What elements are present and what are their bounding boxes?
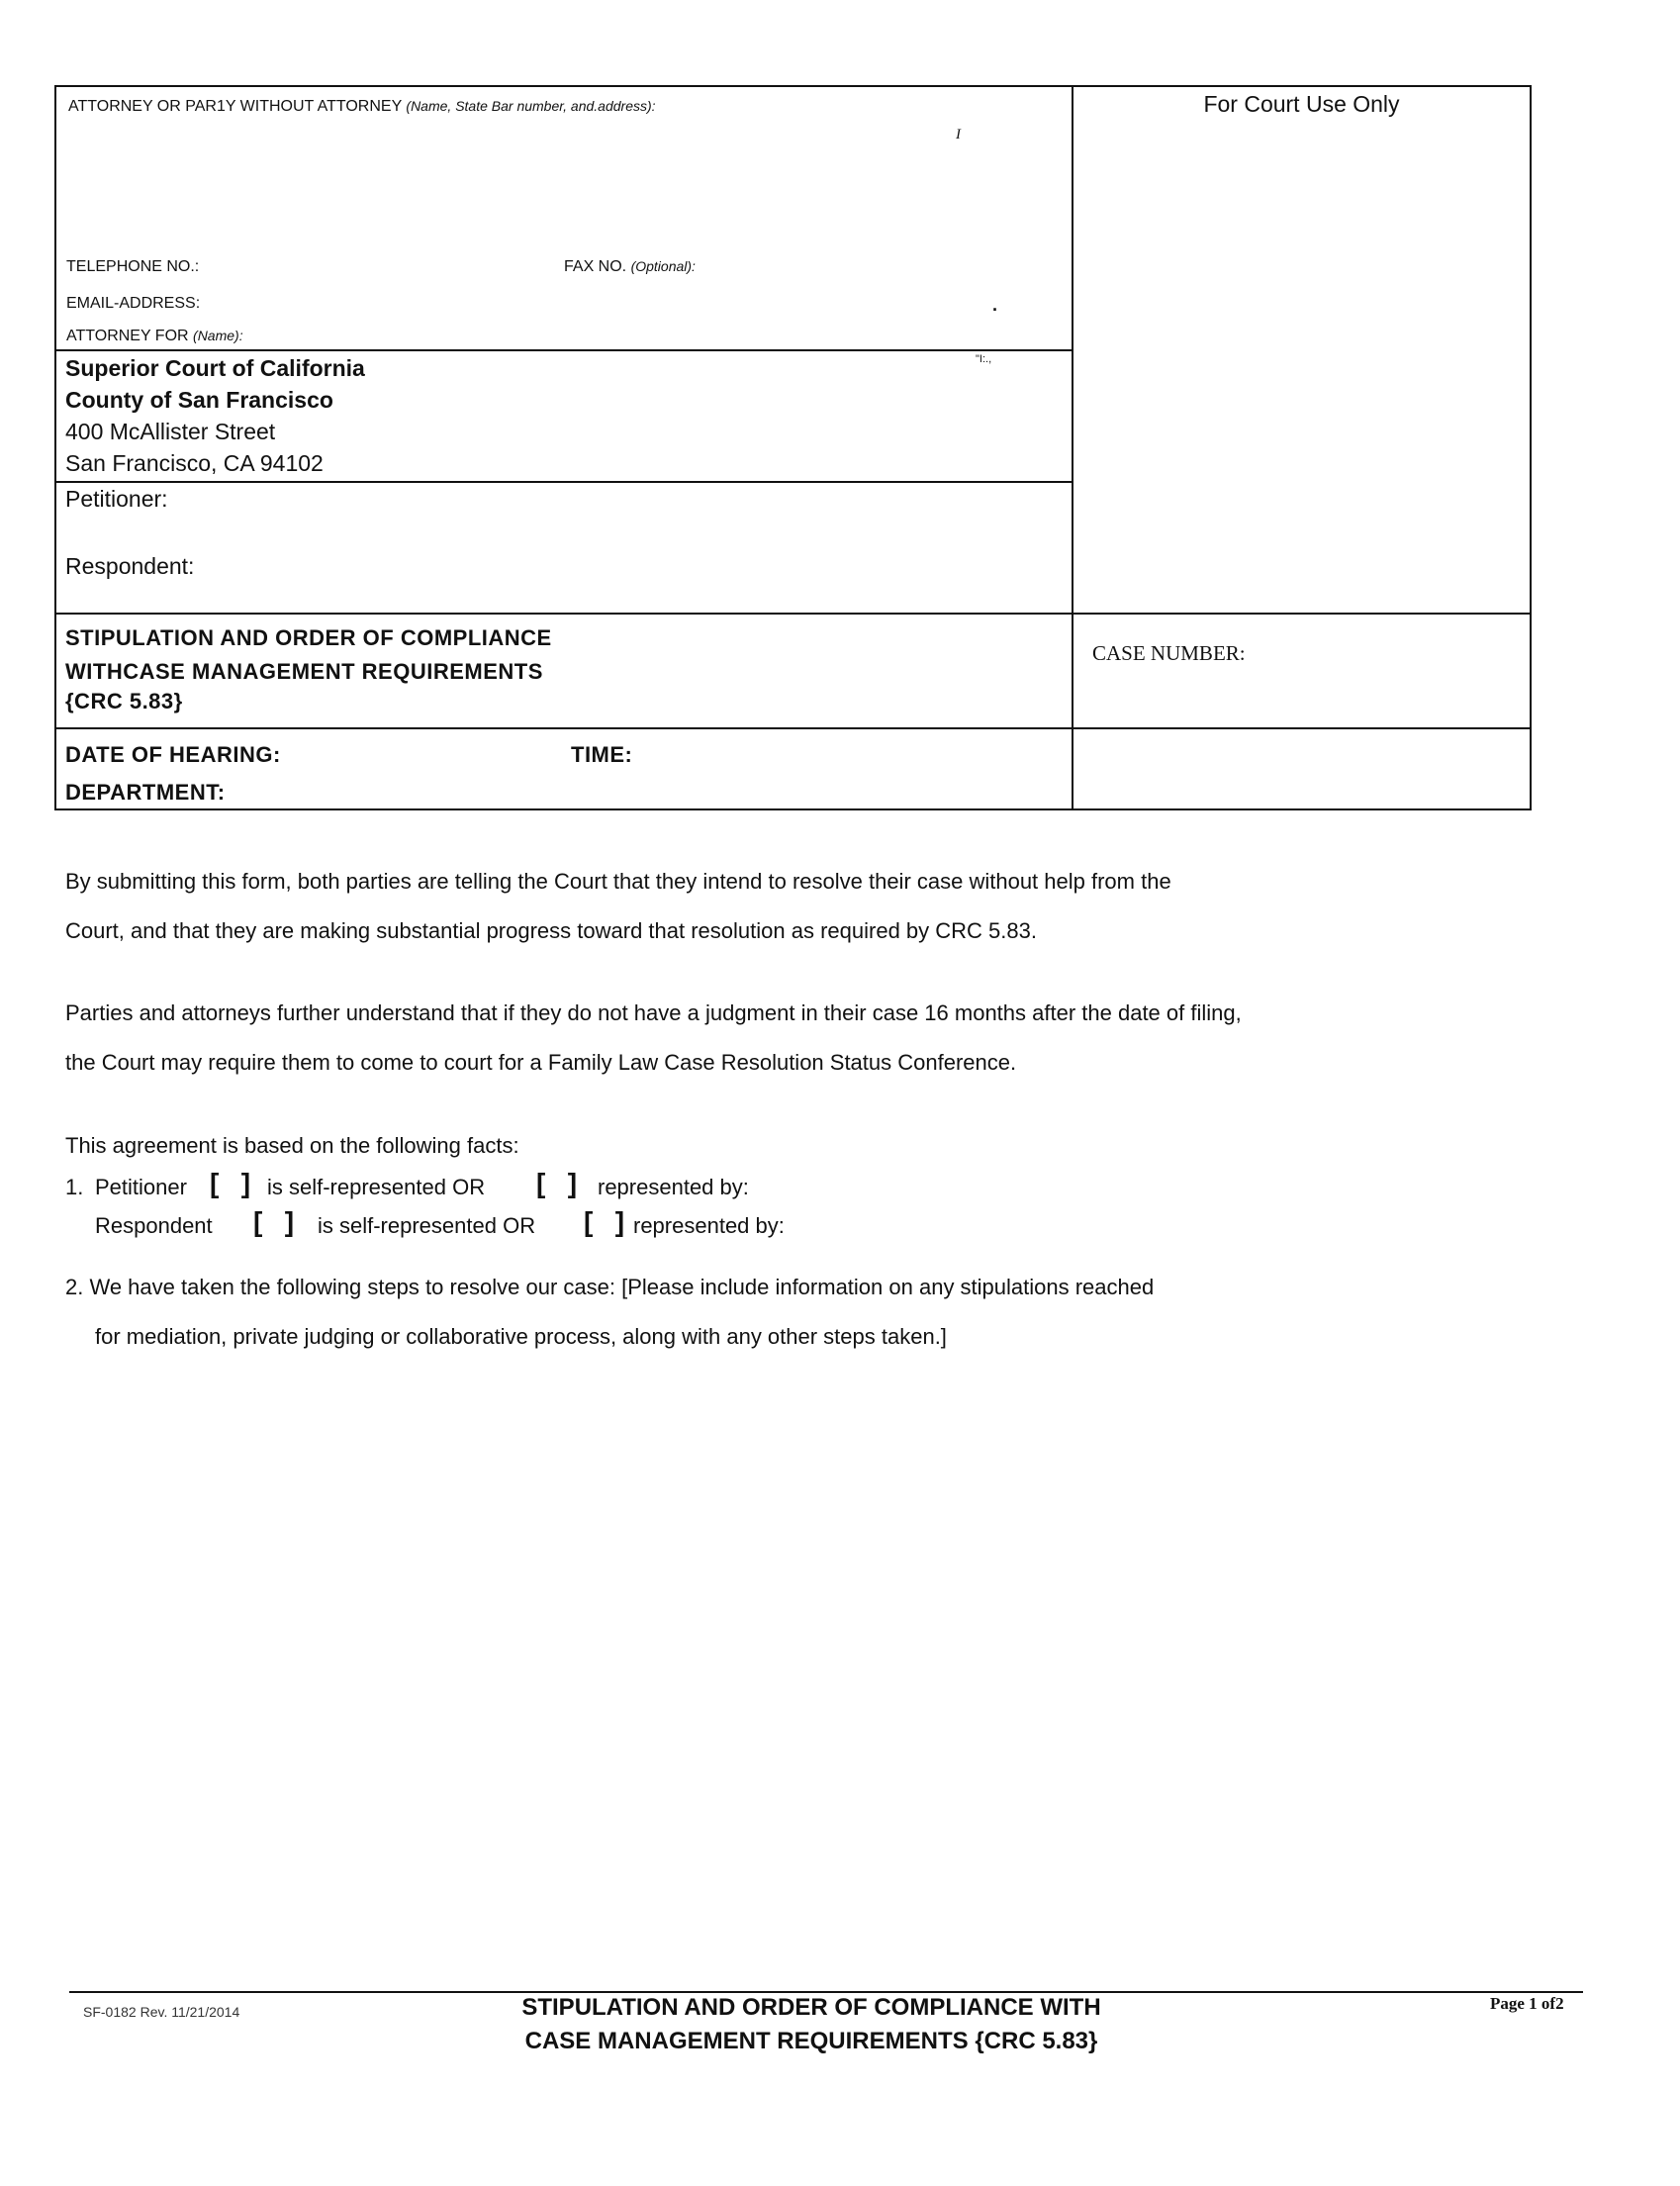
department-label: DEPARTMENT:	[65, 780, 226, 805]
item-1-petitioner: Petitioner	[95, 1175, 187, 1199]
attorney-for-label: ATTORNEY FOR	[66, 328, 189, 344]
bracket-open: [	[536, 1168, 546, 1198]
court-info	[65, 352, 365, 479]
court-use-label: For Court Use Only	[1203, 91, 1400, 117]
item-1-respondent: Respondent	[95, 1213, 213, 1238]
fax-label-line	[564, 258, 696, 276]
court-name-line1: Superior Court of California	[65, 355, 365, 381]
paragraph-2-line-2: the Court may require them to come to court for a Family Law Case Resolution Status Conference.	[65, 1050, 1017, 1075]
fax-hint: (Optional):	[630, 258, 696, 274]
date-of-hearing-label: DATE OF HEARING:	[65, 742, 281, 767]
petitioner-represented-checkbox[interactable]	[536, 1168, 577, 1199]
bracket-open: [	[253, 1206, 263, 1237]
item-1-number: 1.	[65, 1175, 84, 1199]
attorney-label-line	[68, 98, 656, 116]
court-address-line1: 400 McAllister Street	[65, 419, 276, 444]
attorney-for-line	[66, 328, 243, 345]
hearing-section-divider	[54, 727, 1532, 729]
footer-form-code: SF-0182 Rev. 11/21/2014	[83, 2004, 240, 2020]
item-1-represented-by-2: represented by:	[633, 1213, 785, 1238]
respondent-self-checkbox[interactable]	[253, 1206, 294, 1238]
item-1-self-represented: is self-represented OR	[267, 1175, 486, 1199]
form-title-line1: STIPULATION AND ORDER OF COMPLIANCE	[65, 625, 552, 650]
title-section-divider	[54, 613, 1532, 615]
paragraph-2-line-1: Parties and attorneys further understand that if they do not have a judgment in their case 16 months after the date of filing,	[65, 1000, 1242, 1025]
item-2-line-1: 2. We have taken the following steps to resolve our case: [Please include information on any stipulations reached	[65, 1275, 1155, 1299]
attorney-label: ATTORNEY OR PAR1Y WITHOUT ATTORNEY	[68, 98, 402, 115]
bracket-close: ]	[284, 1206, 295, 1237]
attorney-for-hint: (Name):	[193, 328, 243, 343]
court-address-line2: San Francisco, CA 94102	[65, 450, 324, 476]
form-title-line3: {CRC 5.83}	[65, 689, 183, 713]
stray-scan-mark: "I:.,	[976, 353, 992, 365]
stray-dot: .	[992, 295, 998, 315]
respondent-represented-checkbox[interactable]	[584, 1206, 624, 1238]
bracket-close: ]	[567, 1168, 578, 1198]
email-label: EMAIL-ADDRESS:	[66, 295, 201, 312]
item-2-line-2: for mediation, private judging or collaborative process, along with any other steps taken.]	[95, 1324, 947, 1349]
case-number-label: CASE NUMBER:	[1092, 641, 1246, 665]
footer-title	[465, 1991, 1158, 2058]
bracket-close: ]	[614, 1206, 625, 1237]
paragraph-1-line-2: Court, and that they are making substantial progress toward that resolution as required by CRC 5.83.	[65, 918, 1037, 943]
petitioner-self-checkbox[interactable]	[210, 1168, 250, 1199]
footer-title-line1: STIPULATION AND ORDER OF COMPLIANCE WITH	[521, 1994, 1101, 2021]
item-1-represented-by: represented by:	[598, 1175, 749, 1199]
attorney-hint: (Name, State Bar number, and.address):	[406, 98, 656, 114]
bracket-close: ]	[240, 1168, 251, 1198]
bracket-open: [	[210, 1168, 220, 1198]
facts-intro: This agreement is based on the following facts:	[65, 1133, 519, 1158]
page-number: Page 1 of2	[1490, 1994, 1564, 2013]
form-title	[65, 621, 552, 718]
paragraph-1-line-1: By submitting this form, both parties are telling the Court that they intend to resolve their case without help from the	[65, 869, 1171, 894]
petitioner-label: Petitioner:	[65, 486, 168, 512]
footer-title-line2: CASE MANAGEMENT REQUIREMENTS {CRC 5.83}	[524, 2028, 1098, 2054]
court-name-line2: County of San Francisco	[65, 387, 333, 413]
telephone-label: TELEPHONE NO.:	[66, 258, 200, 275]
respondent-label: Respondent:	[65, 553, 195, 579]
item-1-self-represented-2: is self-represented OR	[318, 1213, 536, 1238]
stray-mark: I	[956, 127, 961, 143]
bracket-open: [	[584, 1206, 594, 1237]
fax-label: FAX NO.	[564, 258, 627, 275]
parties-section-divider	[54, 481, 1072, 483]
caption-column-divider	[1072, 85, 1073, 810]
form-title-line2: WITHCASE MANAGEMENT REQUIREMENTS	[65, 659, 543, 684]
court-section-divider	[54, 349, 1072, 351]
time-label: TIME:	[571, 742, 633, 767]
